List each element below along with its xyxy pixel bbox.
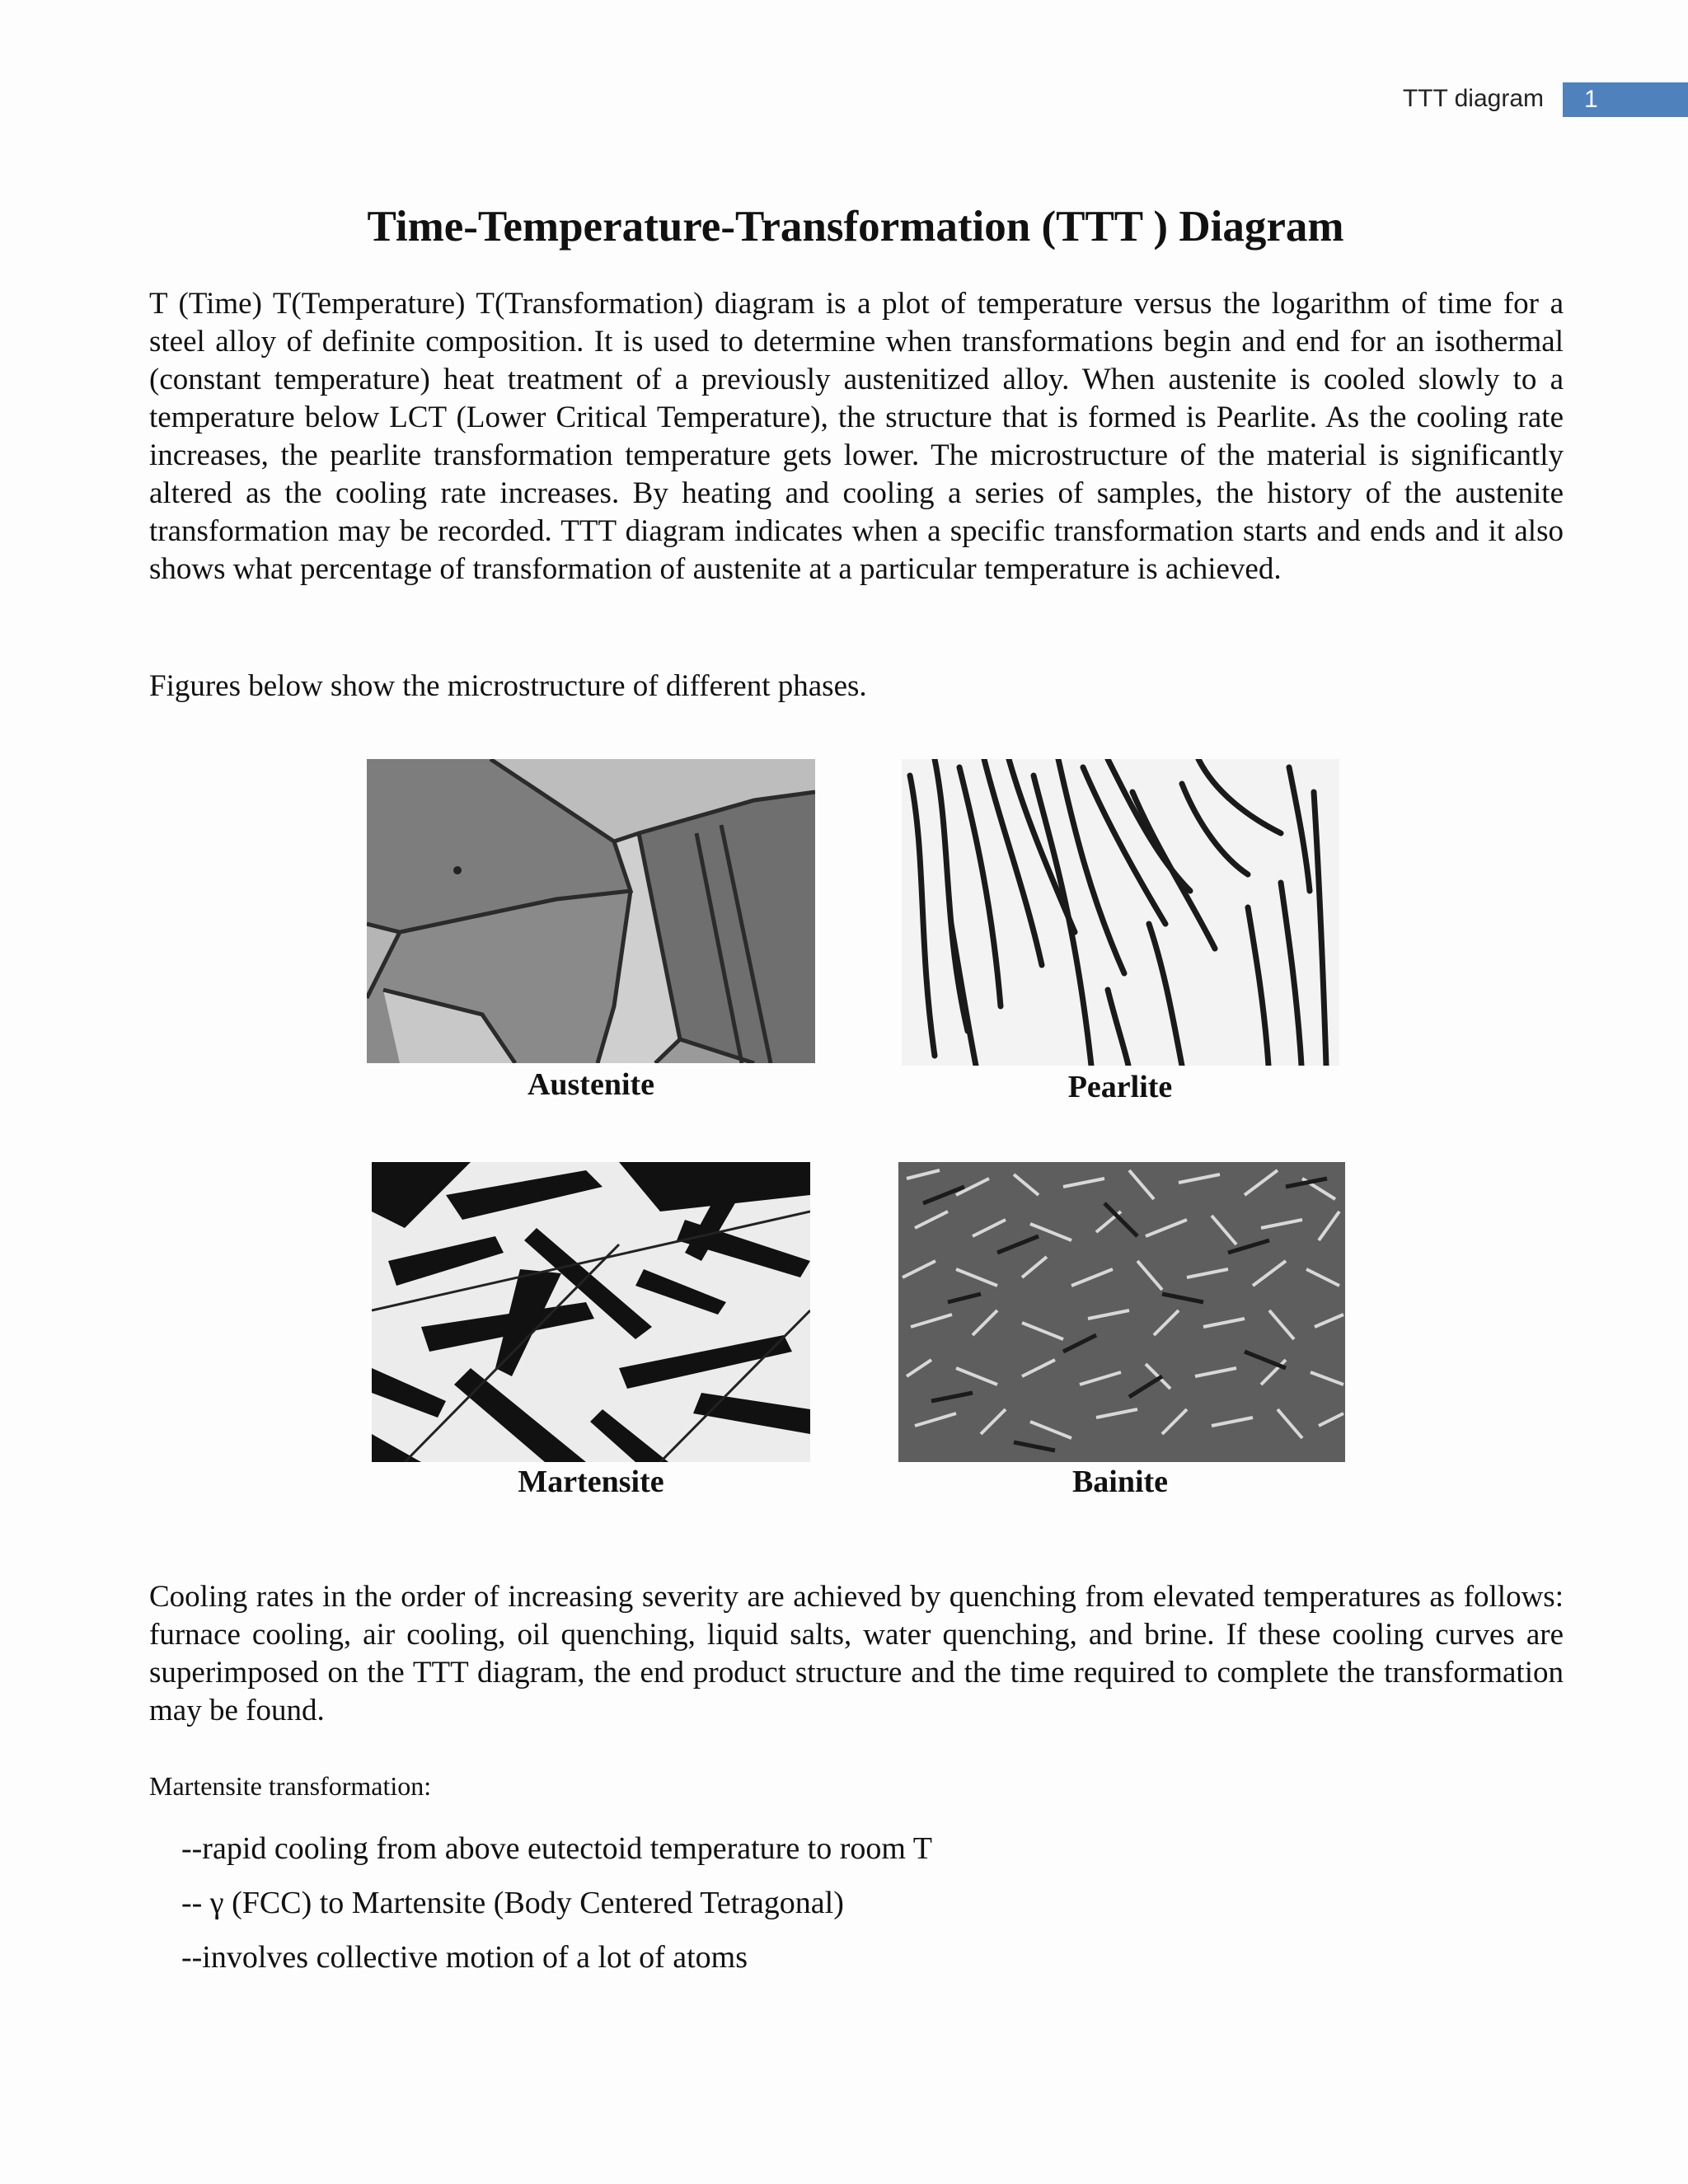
page-title: Time-Temperature-Transformation (TTT ) Diagram: [367, 203, 1344, 251]
page-number-badge: 1: [1563, 82, 1688, 117]
bainite-micrograph: [898, 1162, 1345, 1462]
martensite-micrograph: [372, 1162, 810, 1462]
austenite-micrograph: [367, 759, 815, 1063]
martensite-bullet: --rapid cooling from above eutectoid temperature to room T: [181, 1831, 932, 1866]
running-header: TTT diagram: [1402, 85, 1544, 112]
intro-paragraph: T (Time) T(Temperature) T(Transformation) diagram is a plot of temperature versus the logarithm of time for a steel alloy of definite composition. It is used to determine when transformations begin and end for an isothermal (constant temperature) heat treatment of a previously austenitized alloy. When austenite is cooled slowly to a temperature below LCT (Lower Critical Temperature), the structure that is formed is Pearlite. As the cooling rate increases, the pearlite transformation temperature gets lower. The microstructure of the material is significantly altered as the cooling rate increases. By heating and cooling a series of samples, the history of the austenite transformation may be recorded. TTT diagram indicates when a specific transformation starts and ends and it also shows what percentage of transformation of austenite at a particular temperature is achieved.: [149, 287, 1564, 586]
pearlite-micrograph: [902, 759, 1339, 1066]
pearlite-caption: Pearlite: [1067, 1070, 1173, 1104]
martensite-heading: Martensite transformation:: [149, 1771, 432, 1801]
cooling-rates-paragraph: Cooling rates in the order of increasing severity are achieved by quenching from elevated temperatures as follows: furnace cooling, air cooling, oil quenching, liquid salts, water quenching, and brine. If these cooling curves are superimposed on the TTT diagram, the end product structure and the time required to complete the transformation may be found.: [149, 1580, 1564, 1727]
martensite-caption: Martensite: [518, 1465, 664, 1499]
bainite-caption: Bainite: [1071, 1465, 1169, 1499]
martensite-bullet: -- γ (FCC) to Martensite (Body Centered Tetragonal): [181, 1886, 844, 1920]
figures-intro-paragraph: Figures below show the microstructure of different phases.: [149, 669, 867, 703]
austenite-caption: Austenite: [527, 1067, 655, 1102]
martensite-bullet: --involves collective motion of a lot of atoms: [181, 1940, 748, 1975]
